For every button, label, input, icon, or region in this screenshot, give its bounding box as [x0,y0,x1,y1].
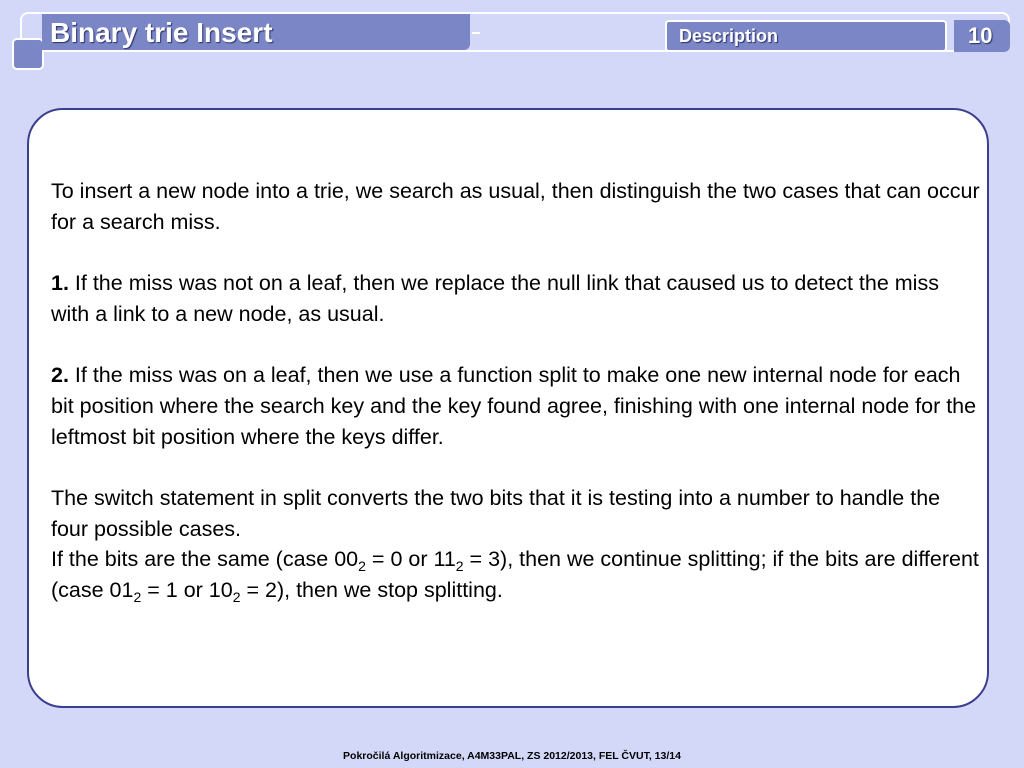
cases-text-4: = 1 or 10 [141,578,233,603]
binary-subscript: 2 [358,558,366,575]
binary-subscript: 2 [455,558,464,575]
case-1-label: 1. [51,271,69,296]
case-1-paragraph [51,268,981,329]
content-card [27,108,989,708]
footer-text: Pokročilá Algoritmizace, A4M33PAL, ZS 2012/2013, FEL ČVUT, 13/14 [343,750,681,762]
case-2-paragraph [51,360,981,452]
case-2-label: 2. [51,363,69,388]
cases-text-2: = 0 or 11 [365,547,456,572]
cases-text-5: = 2), then we stop splitting. [240,578,503,603]
body-text [51,176,981,606]
switch-paragraph: The switch statement in split converts the two bits that it is testing into a number to handle the four possible cases. [51,485,941,541]
case-2-text: If the miss was on a leaf, then we use a function split to make one new internal node for each bit position where the search key and the key found agree, finishing with one internal node for the leftmost bit position where the keys differ. [51,363,977,449]
binary-subscript: 2 [232,589,241,606]
cases-text-3: = 3), then we continue splitting; if the bits are different (case 01 [51,547,979,603]
cases-paragraph [51,544,981,605]
binary-subscript: 2 [133,589,142,606]
page-number-box [954,20,1010,52]
section-tab [665,20,947,52]
slide-title: Binary trie Insert [50,17,273,48]
section-label: Description [679,26,779,46]
intro-paragraph: To insert a new node into a trie, we search as usual, then distinguish the two cases that can occur for a search miss. [51,179,980,234]
corner-decoration [12,38,44,70]
title-divider [472,32,480,34]
page-number: 10 [968,23,993,48]
cases-text-1: If the bits are the same (case 00 [51,547,359,572]
case-1-text: If the miss was not on a leaf, then we replace the null link that caused us to detect the miss with a link to a new node, as usual. [51,271,939,326]
